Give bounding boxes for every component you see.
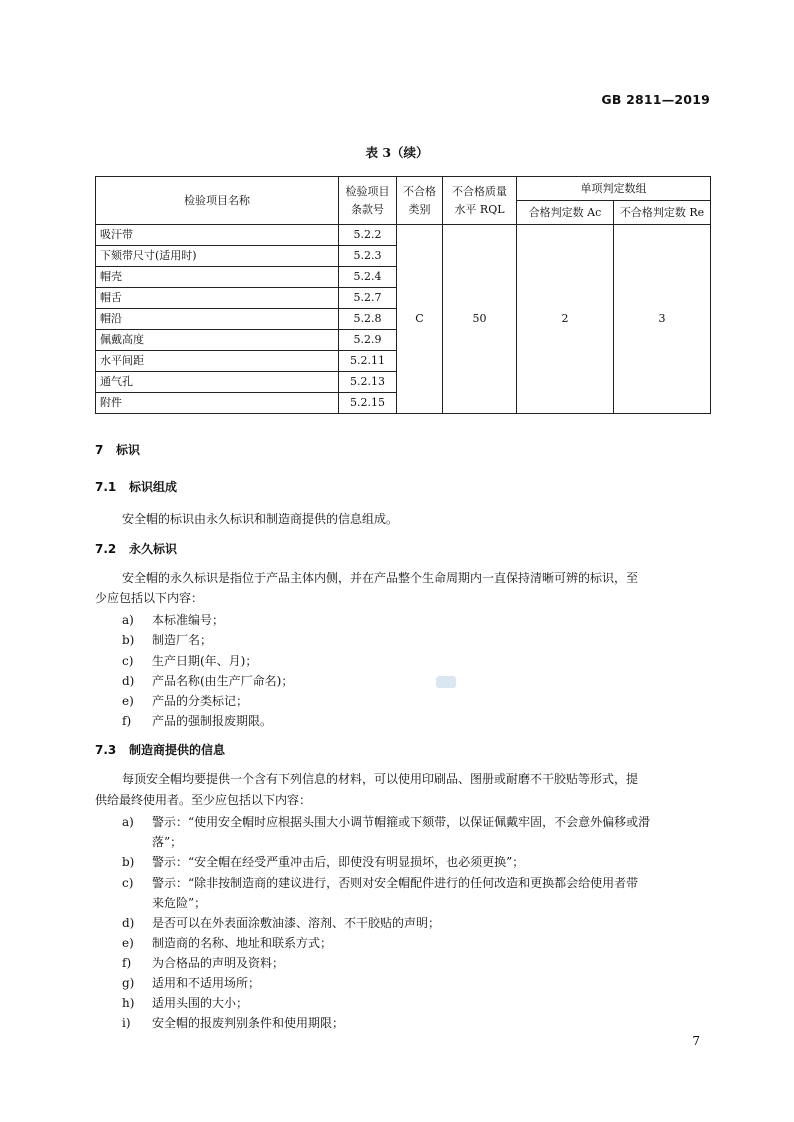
row-clause: 5.2.4 xyxy=(339,267,397,288)
item-text: 适用头围的大小； xyxy=(152,996,249,1010)
section-7-1-text: 安全帽的标识由永久标识和制造商提供的信息组成。 xyxy=(122,512,399,526)
item-text: 制造商的名称、地址和联系方式； xyxy=(152,936,333,950)
item-text: 警示：“安全帽在经受严重冲击后，即使没有明显损坏，也必须更换”； xyxy=(152,855,525,869)
item-text: 安全帽的报废判别条件和使用期限； xyxy=(152,1016,345,1030)
item-label: c) xyxy=(122,654,134,668)
header-re: 不合格判定数 Re xyxy=(614,201,711,225)
header-ac: 合格判定数 Ac xyxy=(517,201,614,225)
item-text: 制造厂名； xyxy=(152,633,213,647)
item-continuation: 落”； xyxy=(152,835,183,849)
item-text: 本标准编号； xyxy=(152,613,225,627)
table-row xyxy=(96,225,711,246)
header-rql: 不合格质量水平 RQL xyxy=(443,177,517,225)
section-7-2-heading xyxy=(95,540,177,557)
row-name: 佩戴高度 xyxy=(96,330,339,351)
item-label: d) xyxy=(122,916,135,930)
item-label: h) xyxy=(122,996,135,1010)
row-name: 帽壳 xyxy=(96,267,339,288)
item-text: 为合格品的声明及资料； xyxy=(152,956,285,970)
row-clause: 5.2.13 xyxy=(339,372,397,393)
row-clause: 5.2.3 xyxy=(339,246,397,267)
section-7-heading xyxy=(95,441,140,458)
row-name: 帽舌 xyxy=(96,288,339,309)
merged-rql: 50 xyxy=(443,225,517,414)
section-7-3-title: 制造商提供的信息 xyxy=(129,743,226,757)
item-text: 警示：“使用安全帽时应根据头围大小调节帽箍或下颏带，以保证佩戴牢固，不会意外偏移或滑 xyxy=(152,815,651,829)
item-text: 警示：“除非按制造商的建议进行，否则对安全帽配件进行的任何改造和更换都会给使用者带 xyxy=(152,876,639,890)
section-7-3-text-line2: 供给最终使用者。至少应包括以下内容： xyxy=(95,793,312,807)
row-clause: 5.2.15 xyxy=(339,393,397,414)
merged-category: C xyxy=(397,225,443,414)
merged-ac: 2 xyxy=(517,225,614,414)
row-name: 附件 xyxy=(96,393,339,414)
item-label: e) xyxy=(122,936,134,950)
item-label: a) xyxy=(122,613,134,627)
item-label: f) xyxy=(122,714,132,728)
item-label: f) xyxy=(122,956,132,970)
section-7-number: 7 xyxy=(95,443,104,457)
item-label: b) xyxy=(122,855,135,869)
section-7-2-text-line2: 少应包括以下内容： xyxy=(95,591,204,605)
item-text: 生产日期(年、月)； xyxy=(152,654,258,668)
item-label: a) xyxy=(122,815,134,829)
item-label: g) xyxy=(122,976,135,990)
header-name: 检验项目名称 xyxy=(96,177,339,225)
item-label: b) xyxy=(122,633,135,647)
section-7-3-heading xyxy=(95,741,225,758)
standard-number: GB 2811—2019 xyxy=(601,92,710,107)
item-label: i) xyxy=(122,1016,131,1030)
item-text: 适用和不适用场所； xyxy=(152,976,261,990)
merged-re: 3 xyxy=(614,225,711,414)
row-name: 帽沿 xyxy=(96,309,339,330)
inspection-table xyxy=(95,176,711,414)
section-7-2-number: 7.2 xyxy=(95,542,117,556)
row-clause: 5.2.9 xyxy=(339,330,397,351)
header-category: 不合格类别 xyxy=(397,177,443,225)
section-7-2-text-line1: 安全帽的永久标识是指位于产品主体内侧，并在产品整个生命周期内一直保持清晰可辨的标识，至 xyxy=(122,571,639,585)
row-name: 吸汗带 xyxy=(96,225,339,246)
section-7-3-number: 7.3 xyxy=(95,743,117,757)
header-clause: 检验项目条款号 xyxy=(339,177,397,225)
row-name: 水平间距 xyxy=(96,351,339,372)
item-text: 产品名称(由生产厂命名)； xyxy=(152,674,294,688)
section-7-1-title: 标识组成 xyxy=(129,480,178,494)
section-7-1-number: 7.1 xyxy=(95,480,117,494)
row-clause: 5.2.8 xyxy=(339,309,397,330)
item-text: 产品的强制报废期限。 xyxy=(152,714,273,728)
row-name: 下颏带尺寸(适用时) xyxy=(96,246,339,267)
row-clause: 5.2.7 xyxy=(339,288,397,309)
header-group: 单项判定数组 xyxy=(517,177,711,201)
item-text: 是否可以在外表面涂敷油漆、溶剂、不干胶贴的声明； xyxy=(152,916,441,930)
page-number: 7 xyxy=(692,1034,700,1048)
item-label: e) xyxy=(122,694,134,708)
item-label: d) xyxy=(122,674,135,688)
watermark-logo-icon xyxy=(436,676,456,688)
section-7-title: 标识 xyxy=(116,443,141,457)
row-name: 通气孔 xyxy=(96,372,339,393)
row-clause: 5.2.11 xyxy=(339,351,397,372)
item-label: c) xyxy=(122,876,134,890)
item-continuation: 来危险”； xyxy=(152,896,207,910)
table-title: 表 3（续） xyxy=(365,145,429,160)
section-7-3-text-line1: 每顶安全帽均要提供一个含有下列信息的材料，可以使用印刷品、图册或耐磨不干胶贴等形式，提 xyxy=(122,772,639,786)
section-7-1-heading xyxy=(95,478,177,495)
item-text: 产品的分类标记； xyxy=(152,694,249,708)
row-clause: 5.2.2 xyxy=(339,225,397,246)
section-7-2-title: 永久标识 xyxy=(129,542,178,556)
